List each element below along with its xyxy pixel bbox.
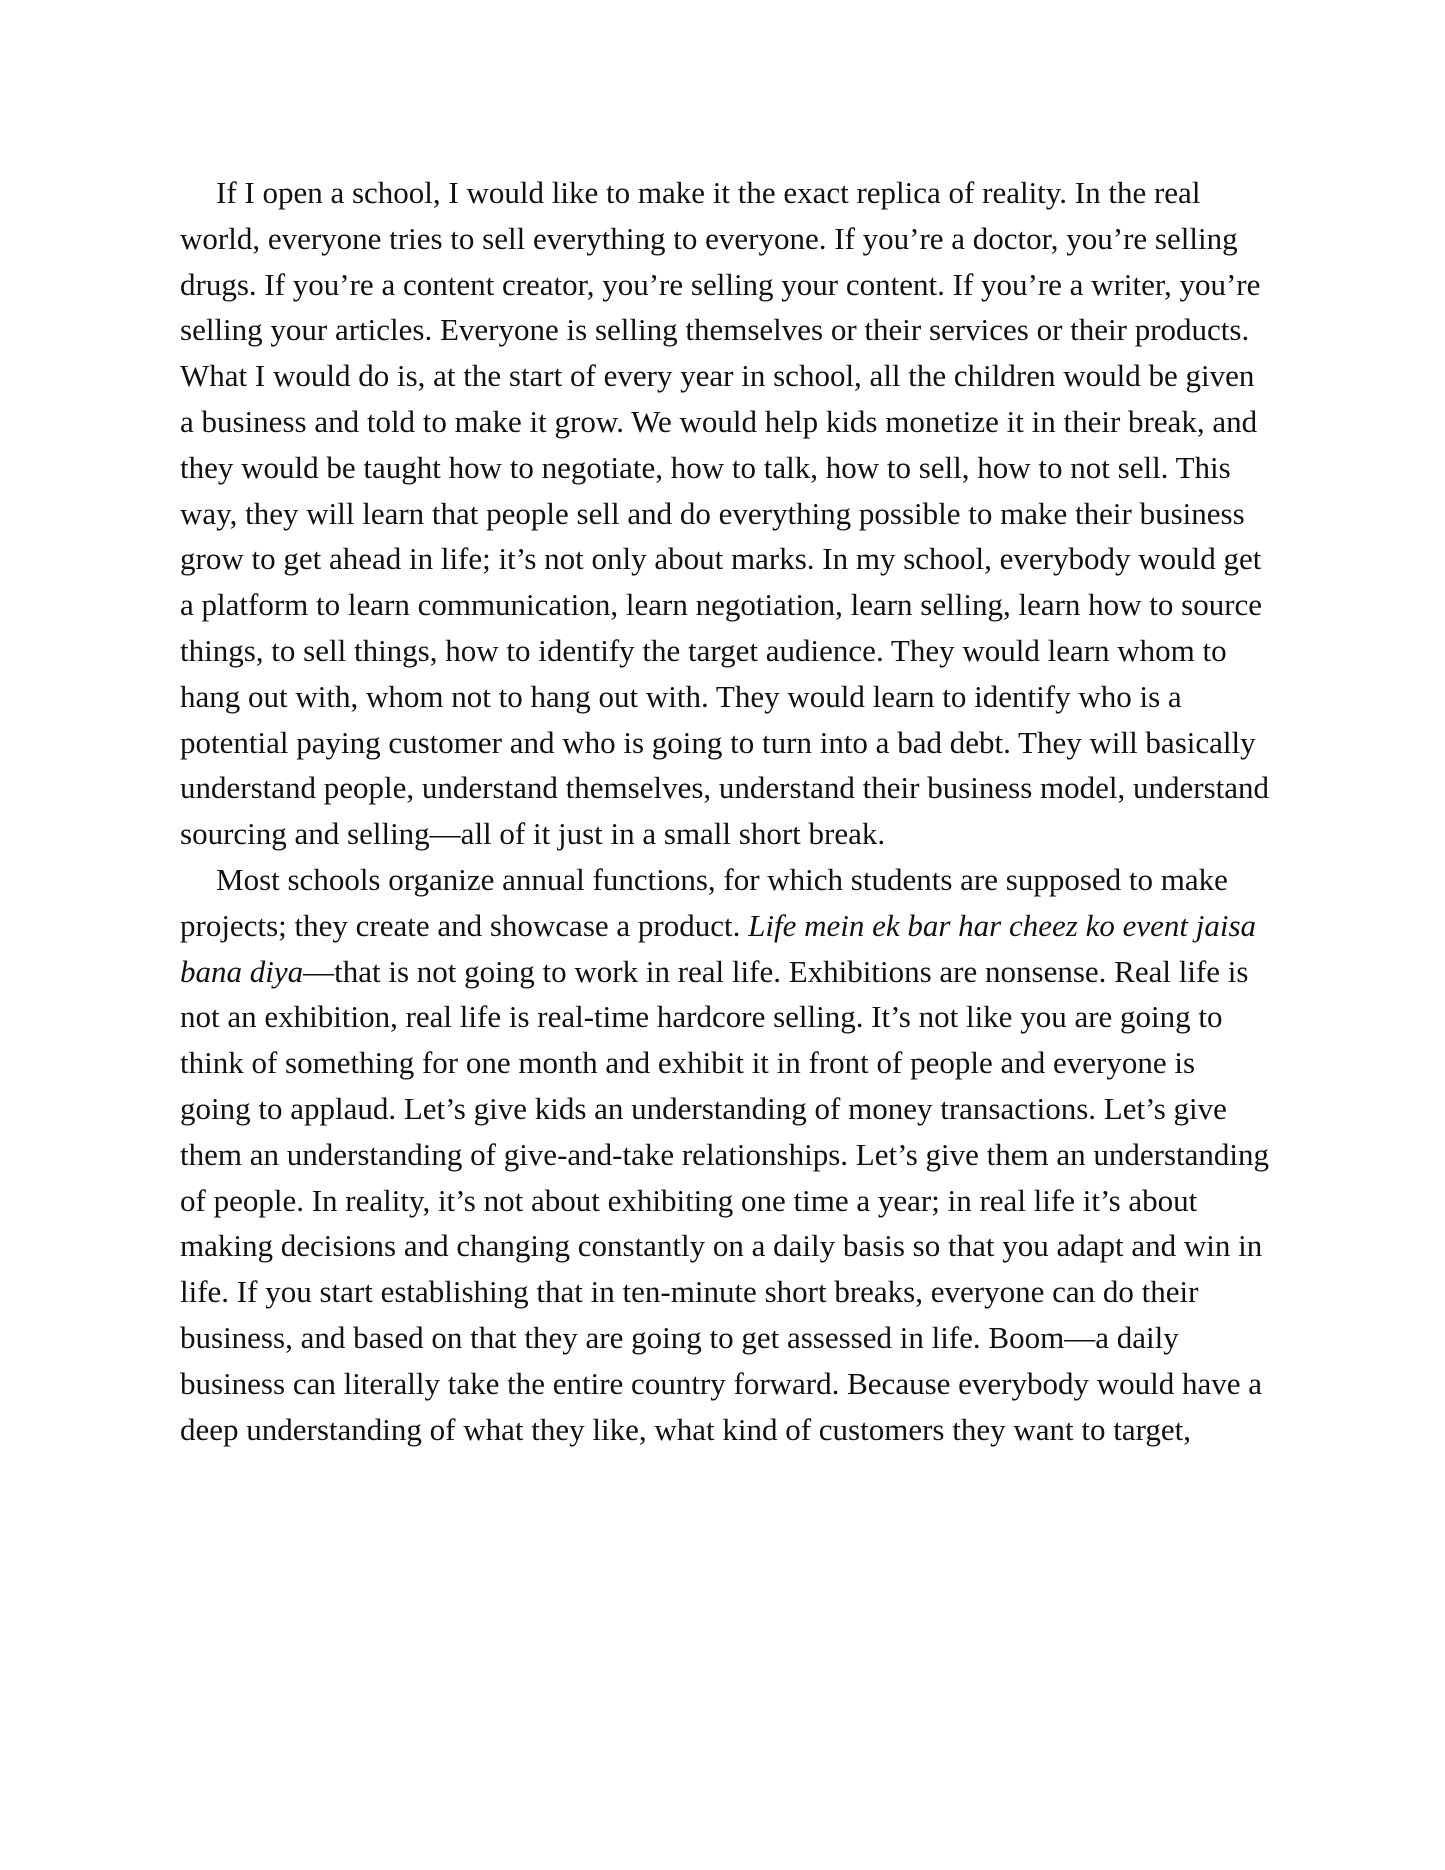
paragraph-2 [180, 857, 1270, 1452]
paragraph-1: If I open a school, I would like to make it the exact replica of reality. In the real world, everyone tries to sell everything to everyone. If you’re a doctor, you’re selling drugs. If you’re a content creator, you’re selling your content. If you’re a writer, you’re selling your articles. Everyone is selling themselves or their services or their products. What I would do is, at the start of every year in school, all the children would be given a business and told to make it grow. We would help kids monetize it in their break, and they would be taught how to negotiate, how to talk, how to sell, how to not sell. This way, they will learn that people sell and do everything possible to make their business grow to get ahead in life; it’s not only about marks. In my school, everybody would get a platform to learn communication, learn negotiation, learn selling, learn how to source things, to sell things, how to identify the target audience. They would learn whom to hang out with, whom not to hang out with. They would learn to identify who is a potential paying customer and who is going to turn into a bad debt. They will basically understand people, understand themselves, understand their business model, understand sourcing and selling—all of it just in a small short break. [180, 175, 1270, 852]
body-text [180, 170, 1270, 1452]
paragraph-2-rest: —that is not going to work in real life. Exhibitions are nonsense. Real life is not an exhibition, real life is real-time hardcore selling. It’s not like you are going to think of something for one month and exhibit it in front of people and everyone is going to applaud. Let’s give kids an understanding of money transactions. Let’s give them an understanding of give-and-take relationships. Let’s give them an understanding of people. In reality, it’s not about exhibiting one time a year; in real life it’s about making decisions and changing constantly on a daily basis so that you adapt and win in life. If you start establishing that in ten-minute short breaks, everyone can do their business, and based on that they are going to get assessed in life. Boom—a daily business can literally take the entire country forward. Because everybody would have a deep understanding of what they like, what kind of customers they want to target, [180, 953, 1270, 1447]
paragraph-2-lead: Most schools organize annual functions, for which students are supposed to make projects; they create and showcase a product. [180, 861, 1228, 943]
paragraph-2-italic-phrase: Life mein ek bar har cheez ko event jaisa bana diya [180, 907, 1257, 989]
